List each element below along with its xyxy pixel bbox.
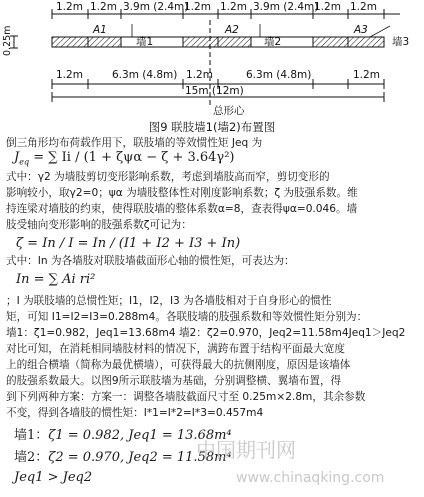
text-line-5: 肢受轴向变形影响的肢强系数ζ可记为： xyxy=(6,219,192,231)
watermark-cn: 中国期刊网 xyxy=(196,438,296,462)
dim-top-0: 1.2m xyxy=(56,1,83,13)
area-label-2: A2 xyxy=(225,24,239,36)
area-label-1: A1 xyxy=(93,24,107,36)
dim-bottom-3: 6.3m (4.8m) xyxy=(246,69,312,81)
dim-top-4: 1.2m xyxy=(220,1,247,13)
text-line-1: 倒三角形均布荷载作用下，联肢墙的等效惯性矩 Jeq 为 xyxy=(6,137,263,149)
dim-top-5: 3.9m (2.4m) xyxy=(253,1,319,13)
text-line-2: 式中：γ2 为墙肢剪切变形影响系数，考虑到墙肢高而窄，剪切变形的 xyxy=(6,171,330,183)
equation-compare: Jeq1 > Jeq2 xyxy=(14,470,93,485)
text-line-11: 上的组合横墙（简称为最优横墙），可获得最大的抗侧刚度，原因是该墙体 xyxy=(6,359,351,371)
jeq-symbol: J xyxy=(14,150,20,165)
text-line-13: 到下列两种方案：方案一：调整各墙肢截面尺寸至 0.25m×2.8m，其余参数 xyxy=(6,391,366,403)
flange-left-2 xyxy=(183,37,218,47)
flange-right-2 xyxy=(218,37,251,47)
area-label-3: A3 xyxy=(354,24,368,36)
jeq-subscript: eq xyxy=(19,157,30,167)
centroid-label: 总形心 xyxy=(213,105,245,117)
text-line-14: 不变，得到各墙肢的惯性矩：I*1=I*2=I*3=0.457m4 xyxy=(6,407,264,419)
wall1-values: ζ1 = 0.982, Jeq1 = 13.68m⁴ xyxy=(48,428,232,443)
text-line-4: 持连梁对墙肢的约束，使得联肢墙的整体系数α=8，查表得ψα=0.046。墙 xyxy=(6,203,358,215)
dim-bottom-0: 1.2m xyxy=(56,69,83,81)
flange-right-3 xyxy=(348,37,384,47)
wall1-label: 墙1： xyxy=(14,428,49,443)
equation-jeq xyxy=(14,150,234,167)
dim-top-7: 1.2m xyxy=(350,1,377,13)
dim-top-1: 1.2m xyxy=(90,1,117,13)
equation-zeta: ζ = In / I = In / (I1 + I2 + I3 + In) xyxy=(16,236,241,251)
dim-total: 15m (12m) xyxy=(185,85,244,97)
dim-bottom-2: 1.2m xyxy=(186,69,213,81)
text-line-8: 矩，可知 I1=I2=I3=0.288m4。各联肢墙的肢强系数和等效惯性矩分别为： xyxy=(6,311,368,323)
text-line-6: 式中：In 为各墙肢对联肢墙截面形心轴的惯性矩，可表达为： xyxy=(6,255,295,267)
dim-top-2: 3.9m (2.4m) xyxy=(123,1,189,13)
wall-label-1: 墙1 xyxy=(136,36,154,48)
watermark-url: www.chinaqking.com xyxy=(236,470,385,486)
dim-top-3: 1.2m xyxy=(184,1,211,13)
text-line-10: 对比可知，在消耗相同墙肢材料的情况下，满跨布置于结构平面最大宽度 xyxy=(6,343,345,355)
wall2-values: ζ2 = 0.970, Jeq2 = 11.58m⁴ xyxy=(48,450,232,465)
dim-top-6: 1.2m xyxy=(314,1,341,13)
text-line-7: ；I 为联肢墙的总惯性矩；I1，I2，I3 为各墙肢相对于自身形心的惯性 xyxy=(6,295,332,307)
flange-left-3 xyxy=(313,37,348,47)
text-line-12: 的肢强系数最大。以图9所示联肢墙为基础，分别调整横、翼墙布置，得 xyxy=(6,375,342,387)
wall-layout-figure xyxy=(0,0,424,120)
figure-caption: 图9 联肢墙1(墙2)布置图 xyxy=(148,120,276,134)
text-line-9: 墙1：ζ1=0.982，Jeq1=13.68m4 墙2：ζ2=0.970，Jeq2=11.58m4Jeq1＞Jeq2 xyxy=(6,327,406,339)
wall2-label: 墙2： xyxy=(14,450,49,465)
wall-label-2: 墙2 xyxy=(264,36,282,48)
equation-in: In = ∑ Ai ri² xyxy=(16,272,96,287)
wall-label-3: 墙3 xyxy=(392,36,410,48)
flange-right-1 xyxy=(88,37,121,47)
dim-bottom-1: 6.3m (4.8m) xyxy=(112,69,178,81)
dim-bottom-4: 1.2m xyxy=(353,69,380,81)
text-line-3: 影响较小，取γ2=0；ψα 为墙肢整体性对刚度影响系数；ζ 为肢强系数。维 xyxy=(6,187,358,199)
dim-side: 0.25m xyxy=(2,25,13,56)
flange-left-1 xyxy=(52,37,88,47)
jeq-expression: = ∑ Ii / (1 + ζψα − ζ + 3.64γ²) xyxy=(33,150,235,165)
